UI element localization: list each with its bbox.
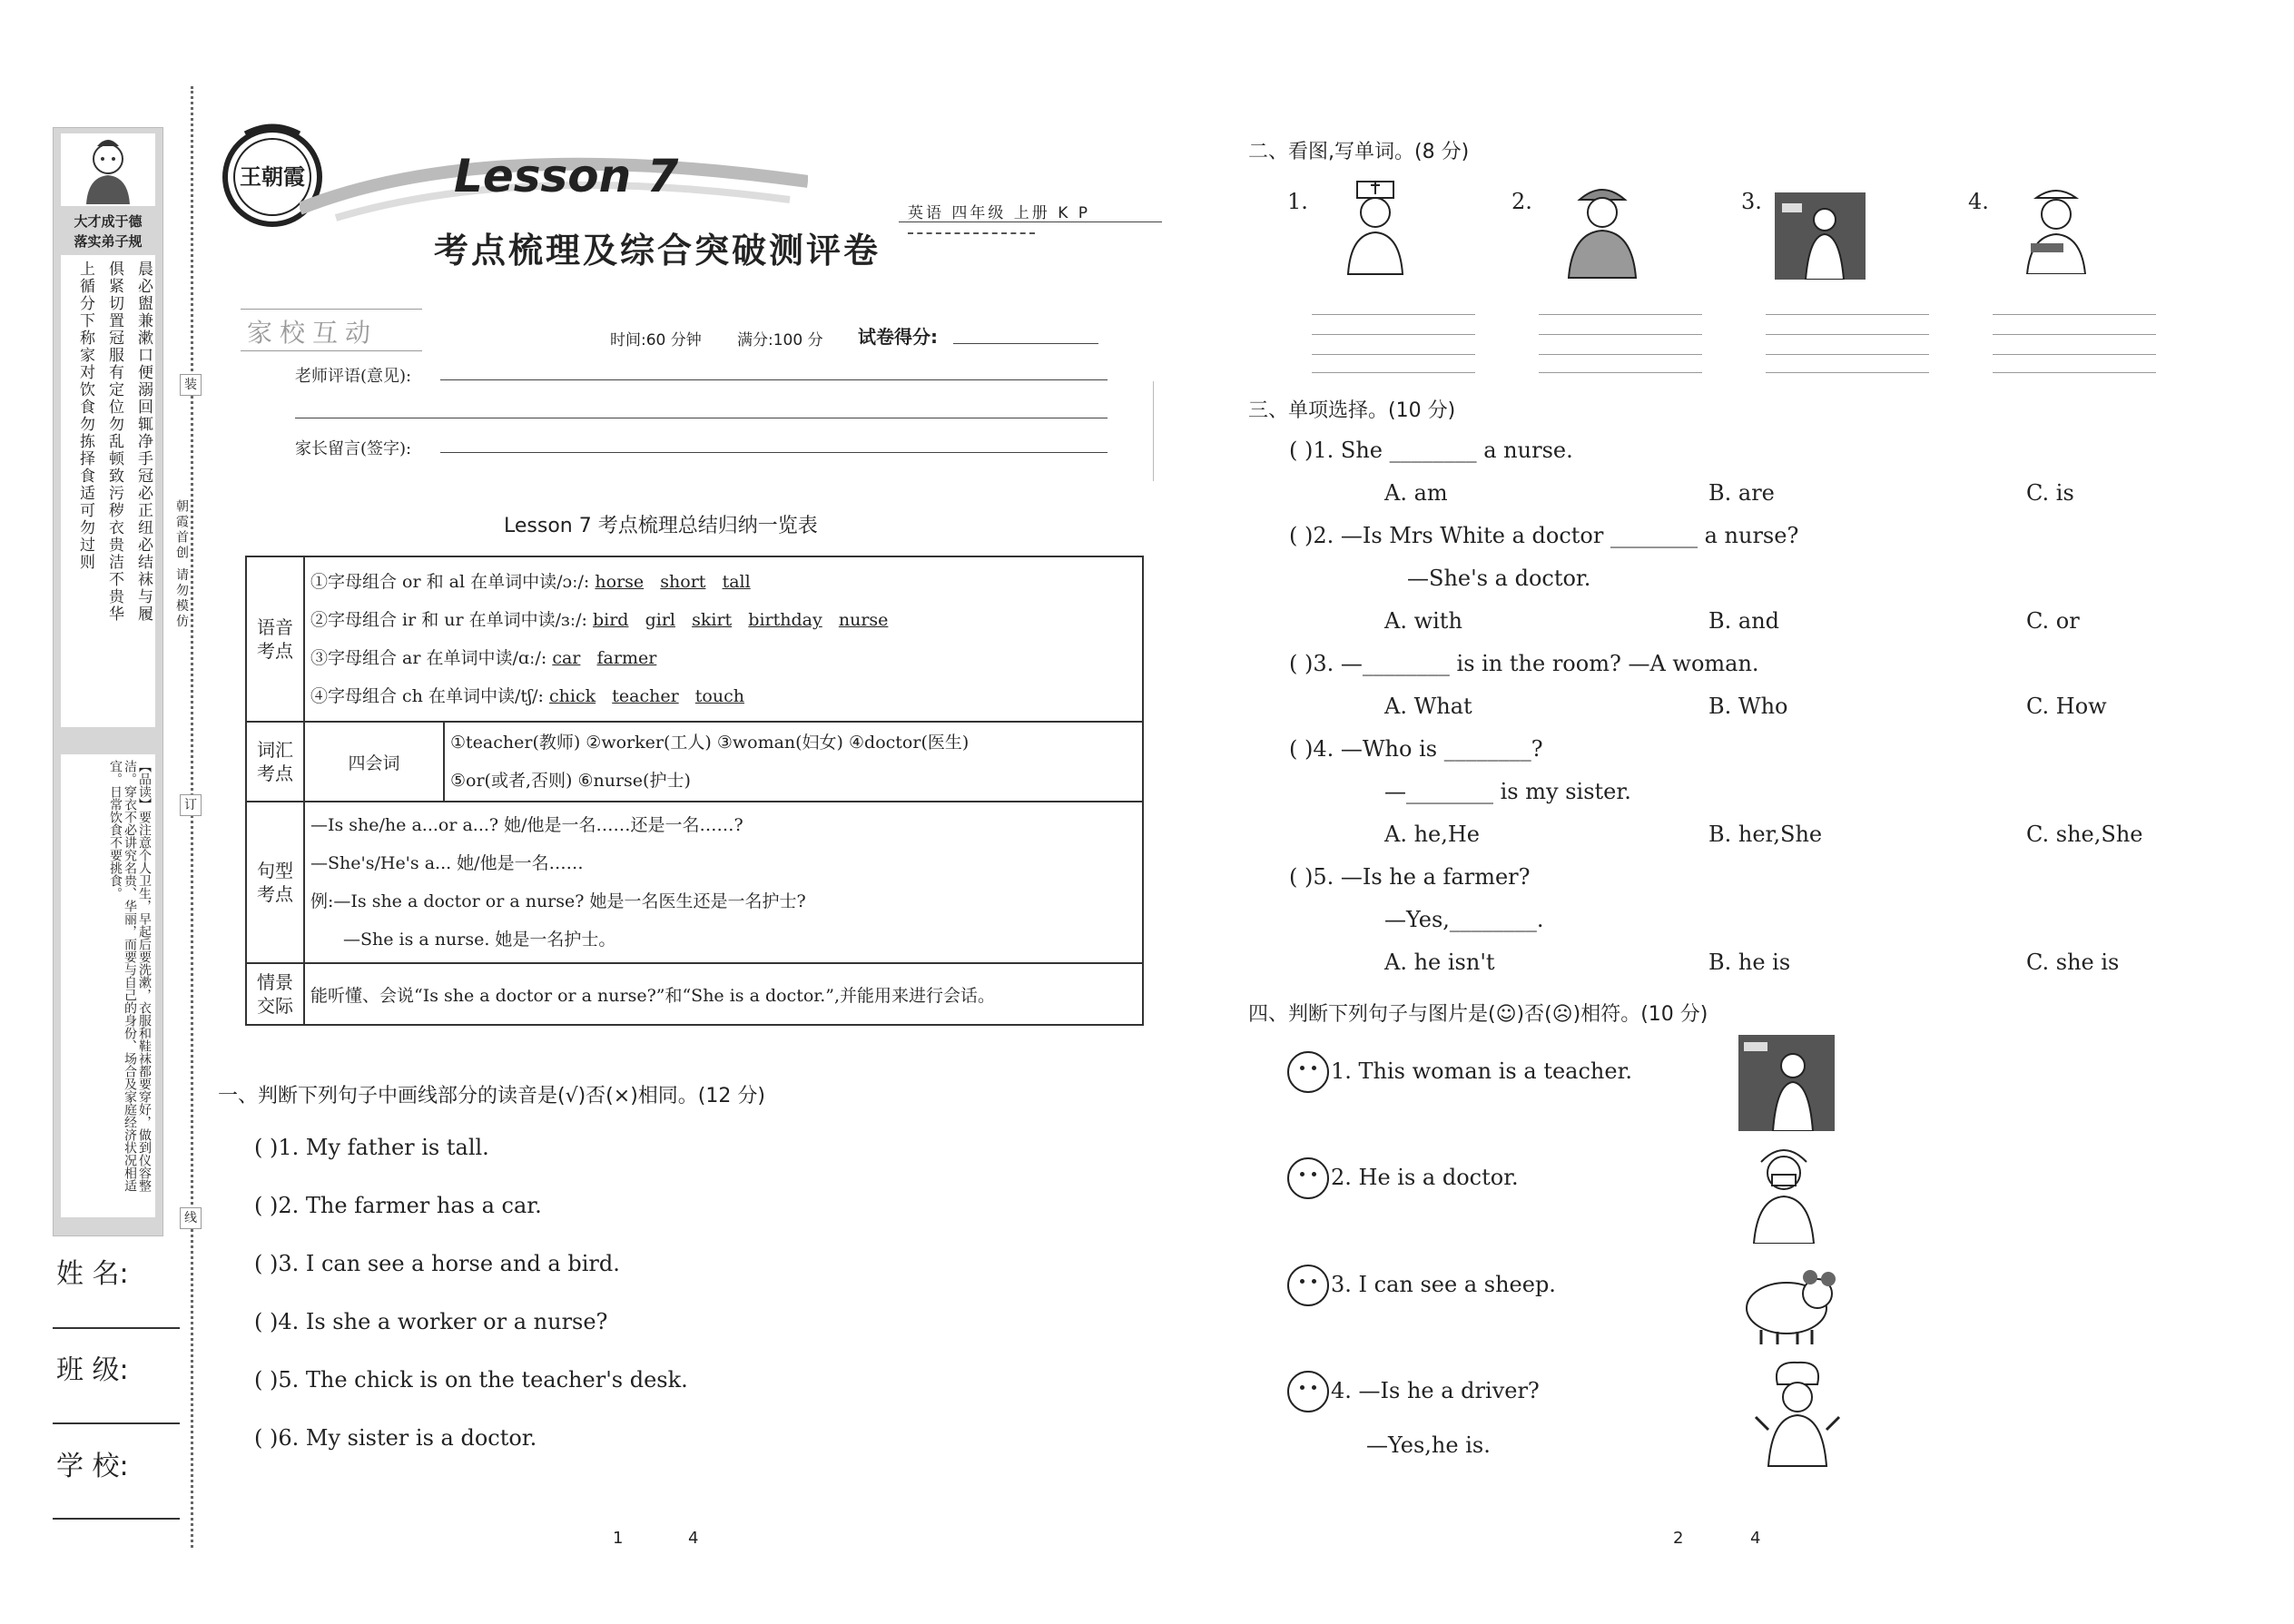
name-label: 姓 名: <box>56 1258 129 1290</box>
mc-q3-option-a[interactable]: A. What <box>1384 694 1472 719</box>
mc-q3-option-c[interactable]: C. How <box>2026 694 2107 719</box>
logo-text: 王朝霞 <box>240 163 305 190</box>
footer-left-page: 1 <box>613 1529 624 1548</box>
class-label: 班 级: <box>56 1354 129 1386</box>
vocab-content <box>444 722 1143 802</box>
mc-q5-option-b[interactable]: B. he is <box>1708 950 1791 975</box>
answer-line-4c[interactable] <box>1993 354 2156 355</box>
worker-picture <box>1552 180 1652 283</box>
motto-line-1: 大才成于德 <box>74 213 143 230</box>
binding-dotted-line <box>191 86 193 1548</box>
part3-title: 三、单项选择。(10 分) <box>1248 399 1456 422</box>
sentence-label: 句型考点 <box>246 802 304 963</box>
part4-item-2: 2. He is a doctor. <box>1331 1165 1519 1190</box>
mc-q2-option-a[interactable]: A. with <box>1384 608 1462 634</box>
phonics-word: birthday <box>748 610 822 630</box>
mc-q4-stem: ( )4. —Who is ________? <box>1289 736 1543 762</box>
phonics-rule-4 <box>310 677 1137 715</box>
phonics-word: nurse <box>838 610 889 630</box>
mc-q1-stem: ( )1. She ________ a nurse. <box>1289 438 1573 463</box>
phonics-label: 语音考点 <box>246 556 304 722</box>
footer-right-total: 4 <box>1750 1529 1761 1548</box>
fold-mark-2: 订 <box>180 794 202 816</box>
mc-q5-option-c[interactable]: C. she is <box>2026 950 2120 975</box>
vocab-row <box>246 722 1143 802</box>
school-label: 学 校: <box>56 1451 129 1482</box>
part1-item-2[interactable]: ( )2. The farmer has a car. <box>254 1193 542 1218</box>
phonics-word: short <box>660 572 706 592</box>
footer-right-page: 2 <box>1673 1529 1684 1548</box>
fold-mark-3: 线 <box>180 1207 202 1229</box>
teacher-comment-line-1[interactable] <box>440 379 1108 380</box>
teacher-board-picture <box>1738 1035 1835 1135</box>
sentence-line-2: —She's/He's a... 她/他是一名…… <box>310 853 584 873</box>
mc-q4-option-c[interactable]: C. she,She <box>2026 822 2143 847</box>
parent-note-line[interactable] <box>440 452 1108 453</box>
reading-note-box <box>61 754 155 1217</box>
answer-line-3c[interactable] <box>1766 354 1929 355</box>
context-label: 情景交际 <box>246 963 304 1025</box>
phonics-word: chick <box>549 686 596 706</box>
phonics-rule-3 <box>310 639 1137 677</box>
mc-q1-option-b[interactable]: B. are <box>1708 480 1775 506</box>
phonics-word: touch <box>694 686 744 706</box>
phonics-rule-1 <box>310 563 1137 601</box>
answer-line-1c[interactable] <box>1312 354 1475 355</box>
phonics-rule-text: ②字母组合 ir 和 ur 在单词中读/ɜː/: <box>310 610 587 630</box>
phonics-word: car <box>552 648 581 668</box>
rules-column-2: 俱紧切置冠服有定位勿乱顿致污秽衣贵洁不贵华 <box>105 261 123 623</box>
phonics-word: girl <box>645 610 675 630</box>
answer-line-3b[interactable] <box>1766 334 1929 335</box>
child-illustration <box>61 133 155 206</box>
part4-title: 四、判断下列句子与图片是(☺)否(☹)相符。(10 分) <box>1248 1003 1708 1026</box>
phonics-word: bird <box>592 610 629 630</box>
test-subtitle: 考点梳理及综合突破测评卷 <box>434 230 881 271</box>
phonics-word: teacher <box>612 686 679 706</box>
phonics-rule-text: ①字母组合 or 和 al 在单词中读/ɔː/: <box>310 572 590 592</box>
motto-line-2: 落实弟子规 <box>74 233 143 250</box>
answer-line-2a[interactable] <box>1539 314 1702 315</box>
rules-column-1: 晨必盥兼漱口便溺回辄净手冠必正纽必结袜与履 <box>134 261 153 623</box>
masked-doctor-picture <box>1743 1135 1825 1247</box>
mc-q5-stem: ( )5. —Is he a farmer? <box>1289 864 1531 890</box>
phonics-rule-text: ③字母组合 ar 在单词中读/ɑː/: <box>310 648 547 668</box>
part1-item-6[interactable]: ( )6. My sister is a doctor. <box>254 1425 537 1451</box>
phonics-word: horse <box>595 572 645 592</box>
mc-q2-option-b[interactable]: B. and <box>1708 608 1780 634</box>
summary-table <box>245 556 1144 1026</box>
score-input-line[interactable] <box>953 343 1098 344</box>
part1-item-3[interactable]: ( )3. I can see a horse and a bird. <box>254 1251 620 1276</box>
phonics-content <box>304 556 1143 722</box>
footer-left-total: 4 <box>688 1529 699 1548</box>
phonics-rule-text: ④字母组合 ch 在单词中读/tʃ/: <box>310 686 544 706</box>
part4-item-4-answer: —Yes,he is. <box>1366 1432 1491 1458</box>
sentence-line-3: 例:—Is she a doctor or a nurse? 她是一名医生还是一名护士? <box>310 891 806 911</box>
pic-number-3: 3. <box>1741 189 1762 214</box>
score-label: 试卷得分: <box>858 326 938 348</box>
summary-title: Lesson 7 考点梳理总结归纳一览表 <box>504 515 818 537</box>
mc-q5-stem-2: —Yes,________. <box>1384 907 1544 932</box>
mc-q2-stem: ( )2. —Is Mrs White a doctor ________ a nurse? <box>1289 523 1799 548</box>
teacher-picture <box>1775 192 1866 283</box>
sentence-row <box>246 802 1143 963</box>
fold-mark-1: 装 <box>180 374 202 396</box>
sentence-line-1: —Is she/he a...or a...? 她/他是一名……还是一名……? <box>310 815 743 835</box>
time-limit: 时间:60 分钟 <box>610 331 702 349</box>
answer-line-1d[interactable] <box>1312 372 1475 373</box>
pic-number-2: 2. <box>1511 189 1532 214</box>
sentence-line-4: —She is a nurse. 她是一名护士。 <box>343 930 616 950</box>
mc-q2-option-c[interactable]: C. or <box>2026 608 2080 634</box>
answer-line-3d[interactable] <box>1766 372 1929 373</box>
grade-info-underline <box>899 221 1162 222</box>
pic-number-1: 1. <box>1287 189 1308 214</box>
name-input-line[interactable] <box>53 1327 180 1329</box>
mc-q4-stem-2: —________ is my sister. <box>1384 779 1631 804</box>
phonics-word: skirt <box>692 610 733 630</box>
part1-title: 一、判断下列句子中画线部分的读音是(√)否(×)相同。(12 分) <box>218 1085 765 1107</box>
mc-q1-option-a[interactable]: A. am <box>1384 480 1448 506</box>
phonics-word: farmer <box>596 648 657 668</box>
copyright-note: 朝霞首创 请勿模仿 <box>174 499 189 630</box>
part4-item-3: 3. I can see a sheep. <box>1331 1272 1556 1297</box>
mc-q3-stem: ( )3. —________ is in the room? —A woman. <box>1289 651 1759 676</box>
doctor-picture <box>1325 178 1425 281</box>
answer-line-3a[interactable] <box>1766 314 1929 315</box>
mc-q4-option-a[interactable]: A. he,He <box>1384 822 1481 847</box>
mc-q5-option-a[interactable]: A. he isn't <box>1384 950 1495 975</box>
parent-note-label: 家长留言(签字): <box>295 439 412 458</box>
teacher-comment-label: 老师评语(意见): <box>295 367 412 386</box>
vocab-line-2: ⑤or(或者,否则) ⑥nurse(护士) <box>450 771 691 791</box>
answer-line-4d[interactable] <box>1993 372 2156 373</box>
pic-number-4: 4. <box>1968 189 1989 214</box>
school-input-line[interactable] <box>53 1518 180 1520</box>
reading-note: 【品读】要注意个人卫生，早起后要洗漱，衣服和鞋袜都要穿好，做到仪容整洁。穿衣不必讲究名贵、华丽，而要与自己的身份、场合及家庭经济状况相适宜。日常饮食不要挑食。 <box>108 760 152 1192</box>
part4-item-1: 1. This woman is a teacher. <box>1331 1058 1633 1084</box>
vocab-sublabel: 四会词 <box>304 722 444 802</box>
corner-decoration <box>1126 381 1154 481</box>
class-input-line[interactable] <box>53 1422 180 1424</box>
part1-item-5[interactable]: ( )5. The chick is on the teacher's desk. <box>254 1367 688 1393</box>
answer-face-4[interactable] <box>1287 1371 1329 1412</box>
mc-q1-option-c[interactable]: C. is <box>2026 480 2074 506</box>
answer-face-2[interactable] <box>1287 1157 1329 1199</box>
part1-item-4[interactable]: ( )4. Is she a worker or a nurse? <box>254 1309 608 1334</box>
rules-column-3: 上循分下称家对饮食勿拣择食适可勿过则 <box>76 261 94 571</box>
vocab-label: 词汇考点 <box>246 722 304 802</box>
answer-line-2d[interactable] <box>1539 372 1702 373</box>
answer-line-4a[interactable] <box>1993 314 2156 315</box>
sentence-content <box>304 802 1143 963</box>
context-row <box>246 963 1143 1025</box>
mc-q2-stem-2: —She's a doctor. <box>1407 566 1591 591</box>
answer-line-4b[interactable] <box>1993 334 2156 335</box>
rules-text-box <box>61 255 155 727</box>
context-text: 能听懂、会说“Is she a doctor or a nurse?”和“She is a doctor.”,并能用来进行会话。 <box>304 963 1143 1025</box>
chef-picture <box>1752 1357 1843 1479</box>
answer-line-1a[interactable] <box>1312 314 1475 315</box>
dashed-accent <box>908 232 1035 234</box>
grade-info: 英语 四年级 上册 K P <box>908 204 1091 222</box>
lesson-title: Lesson 7 <box>454 150 679 202</box>
full-score: 满分:100 分 <box>737 331 823 349</box>
part2-title: 二、看图,写单词。(8 分) <box>1248 141 1470 163</box>
home-school-heading: 家校互动 <box>247 318 379 348</box>
answer-face-1[interactable] <box>1287 1051 1329 1093</box>
answer-line-2b[interactable] <box>1539 334 1702 335</box>
vocab-line-1: ①teacher(教师) ②worker(工人) ③woman(妇女) ④doctor(医生) <box>450 733 970 753</box>
sheep-picture <box>1734 1257 1843 1352</box>
answer-line-1b[interactable] <box>1312 334 1475 335</box>
mc-q4-option-b[interactable]: B. her,She <box>1708 822 1823 847</box>
phonics-word: tall <box>722 572 751 592</box>
nurse-picture <box>2011 180 2102 278</box>
mc-q3-option-b[interactable]: B. Who <box>1708 694 1788 719</box>
phonics-row <box>246 556 1143 722</box>
sidebar-motto-panel <box>53 127 163 1236</box>
home-school-frame <box>241 309 422 351</box>
phonics-rule-2 <box>310 601 1137 639</box>
part1-item-1[interactable]: ( )1. My father is tall. <box>254 1135 489 1160</box>
answer-face-3[interactable] <box>1287 1265 1329 1306</box>
answer-line-2c[interactable] <box>1539 354 1702 355</box>
part4-item-4: 4. —Is he a driver? <box>1331 1378 1540 1403</box>
